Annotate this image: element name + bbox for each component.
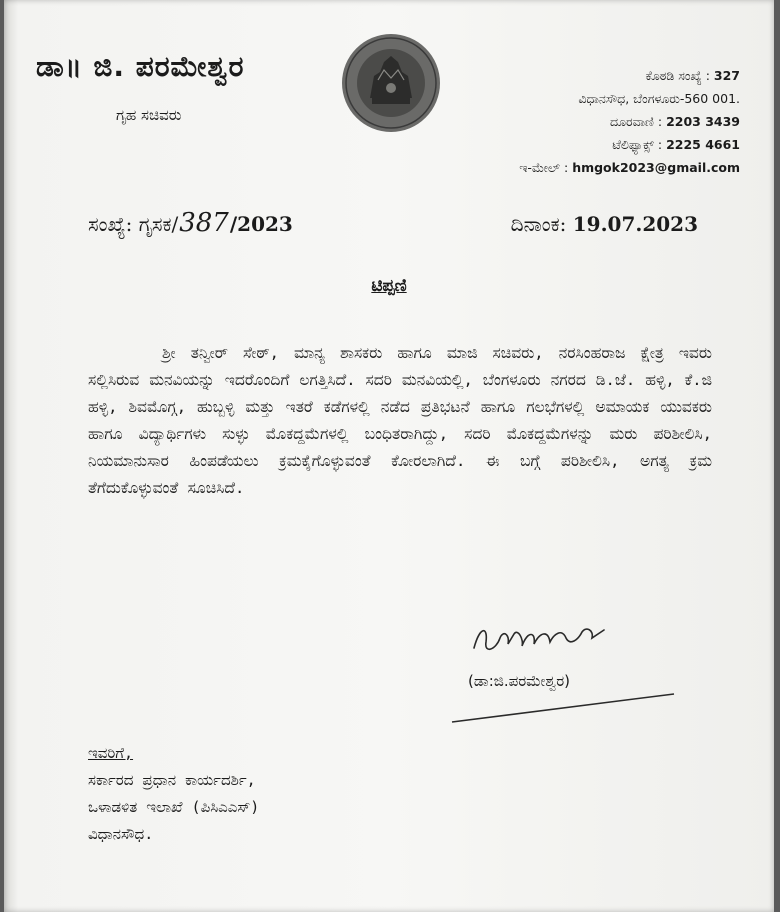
fax-label: ಟೆಲಿಫ್ಯಾಕ್ಸ್ :	[612, 137, 663, 152]
reference-handwritten-number: 387	[179, 208, 229, 238]
room-label: ಕೊಠಡಿ ಸಂಖ್ಯೆ :	[645, 68, 710, 83]
reference-number	[88, 208, 293, 238]
recipient-block	[88, 740, 259, 848]
signatory-name: (ಡಾ:ಜಿ.ಪರಮೇಶ್ವರ)	[468, 672, 571, 690]
sender-designation: ಗೃಹ ಸಚಿವರು	[116, 106, 182, 124]
room-value: 327	[713, 68, 740, 83]
date-value: 19.07.2023	[572, 212, 698, 236]
phone-value: 2203 3439	[666, 114, 740, 129]
email-row	[519, 156, 740, 179]
recipient-line-2: ಒಳಾಡಳಿತ ಇಲಾಖೆ (ಪಿಸಿಎಎಸ್)	[88, 798, 260, 816]
date-label: ದಿನಾಂಕ:	[510, 212, 567, 236]
fax-value: 2225 4661	[666, 137, 740, 152]
subject-heading: ಟಿಪ್ಪಣಿ	[371, 276, 407, 296]
sender-name: ಡಾ॥ ಜಿ. ಪರಮೇಶ್ವರ	[36, 50, 245, 83]
reference-label: ಸಂಖ್ಯೆ: ಗೃಸಕ/	[88, 212, 179, 236]
recipient-line-3: ವಿಧಾನಸೌಧ.	[88, 825, 154, 843]
email-value: hmgok2023@gmail.com	[572, 160, 740, 175]
letter-date	[511, 212, 698, 236]
phone-label: ದೂರವಾಣಿ :	[609, 114, 663, 129]
handwritten-signature	[470, 620, 610, 660]
email-label: ಇ-ಮೇಲ್ :	[519, 160, 569, 175]
phone-row	[519, 110, 740, 133]
body-paragraph: ಶ್ರೀ ತನ್ವೀರ್ ಸೇಠ್, ಮಾನ್ಯ ಶಾಸಕರು ಹಾಗೂ ಮಾಜಿ ಸಚಿವರು, ನರಸಿಂಹರಾಜ ಕ್ಷೇತ್ರ ಇವರು ಸಲ್ಲಿಸಿರುವ ಮನವಿಯನ್ನು ಇದರೊಂದಿಗೆ ಲಗತ್ತಿಸಿದೆ. ಸದರಿ ಮನವಿಯಲ್ಲಿ, ಬೆಂಗಳೂರು ನಗರದ ಡಿ.ಜೆ. ಹಳ್ಳಿ, ಕೆ.ಜಿ ಹಳ್ಳಿ, ಶಿವಮೊಗ್ಗ, ಹುಬ್ಬಳ್ಳಿ ಮತ್ತು ಇತರೆ ಕಡೆಗಳಲ್ಲಿ ನಡೆದ ಪ್ರತಿಭಟನೆ ಹಾಗೂ ಗಲಭೆಗಳಲ್ಲಿ ಅಮಾಯಕ ಯುವಕರು ಹಾಗೂ ವಿದ್ಯಾರ್ಥಿಗಳು ಸುಳ್ಳು ಮೊಕದ್ದಮೆಗಳಲ್ಲಿ ಬಂಧಿತರಾಗಿದ್ದು, ಸದರಿ ಮೊಕದ್ದಮೆಗಳನ್ನು ಮರು ಪರಿಶೀಲಿಸಿ, ನಿಯಮಾನುಸಾರ ಹಿಂಪಡೆಯಲು ಕ್ರಮಕೈಗೊಳ್ಳುವಂತೆ ಕೋರಲಾಗಿದೆ. ಈ ಬಗ್ಗೆ ಪರಿಶೀಲಿಸಿ, ಅಗತ್ಯ ಕ್ರಮ ತೆಗೆದುಕೊಳ್ಳುವಂತೆ ಸೂಚಿಸಿದೆ.	[88, 344, 712, 497]
reference-year: /2023	[229, 212, 293, 236]
recipient-line-1: ಸರ್ಕಾರದ ಪ್ರಧಾನ ಕಾರ್ಯದರ್ಶಿ,	[88, 771, 256, 789]
letter-page	[4, 0, 774, 912]
fax-row	[519, 133, 740, 156]
recipient-label: ಇವರಿಗೆ,	[88, 744, 134, 762]
room-row	[519, 64, 740, 87]
signature-underline	[450, 690, 676, 724]
emblem-seal	[340, 32, 442, 134]
address-row: ವಿಧಾನಸೌಧ, ಬೆಂಗಳೂರು-560 001.	[578, 91, 740, 106]
contact-block	[519, 64, 740, 179]
